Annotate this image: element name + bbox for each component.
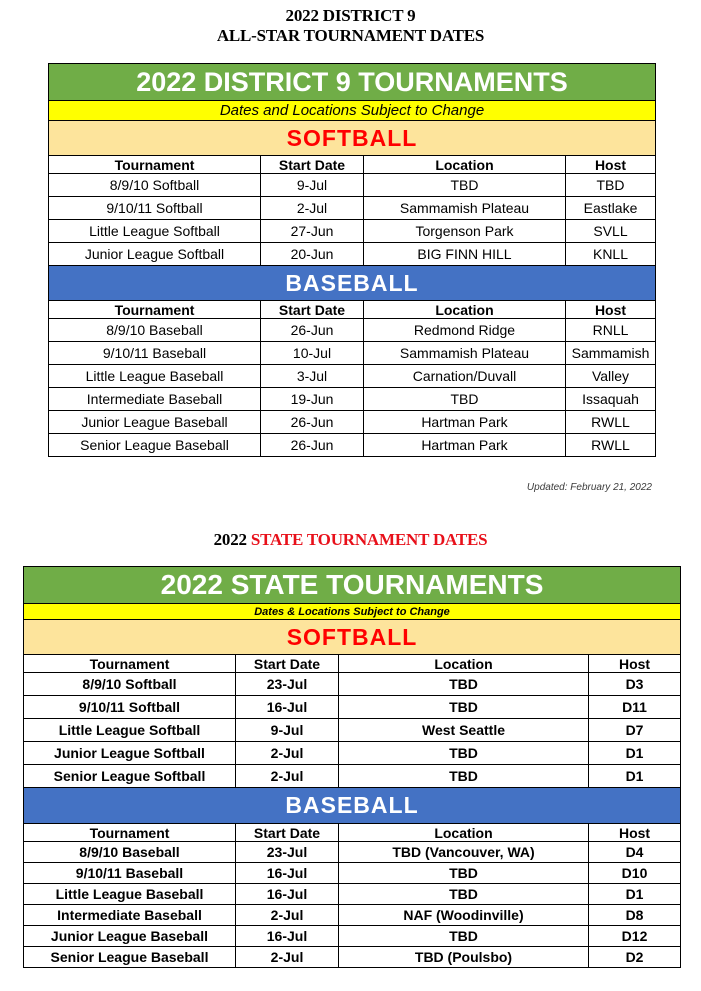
state-softball-header-row xyxy=(24,655,681,673)
district-title-line2: ALL-STAR TOURNAMENT DATES xyxy=(216,26,485,45)
start-date-cell: 26-Jun xyxy=(261,319,364,342)
start-date-cell: 26-Jun xyxy=(261,434,364,457)
table-row xyxy=(24,765,681,788)
location-cell: TBD xyxy=(339,884,589,905)
location-cell: Sammamish Plateau xyxy=(364,342,566,365)
location-cell: TBD xyxy=(339,863,589,884)
tournament-cell: Little League Softball xyxy=(24,719,236,742)
table-row xyxy=(24,673,681,696)
table-row xyxy=(49,434,656,457)
host-cell: D2 xyxy=(589,947,681,968)
host-cell: TBD xyxy=(566,174,656,197)
table-row xyxy=(24,719,681,742)
tournament-cell: Senior League Baseball xyxy=(49,434,261,457)
column-header: Host xyxy=(566,156,656,174)
tournament-cell: Intermediate Baseball xyxy=(49,388,261,411)
tournament-cell: Junior League Softball xyxy=(24,742,236,765)
tournament-cell: Little League Softball xyxy=(49,220,261,243)
start-date-cell: 16-Jul xyxy=(236,884,339,905)
location-cell: Sammamish Plateau xyxy=(364,197,566,220)
column-header: Host xyxy=(566,301,656,319)
location-cell: Hartman Park xyxy=(364,411,566,434)
state-title-red: STATE TOURNAMENT DATES xyxy=(250,530,488,549)
column-header: Location xyxy=(364,156,566,174)
host-cell: D8 xyxy=(589,905,681,926)
host-cell: D11 xyxy=(589,696,681,719)
table-row xyxy=(49,365,656,388)
location-cell: West Seattle xyxy=(339,719,589,742)
column-header: Tournament xyxy=(24,655,236,673)
tournament-cell: 9/10/11 Softball xyxy=(49,197,261,220)
start-date-cell: 16-Jul xyxy=(236,696,339,719)
table-row xyxy=(49,319,656,342)
tournament-cell: Junior League Baseball xyxy=(24,926,236,947)
location-cell: TBD (Poulsbo) xyxy=(339,947,589,968)
district-subtitle: Dates and Locations Subject to Change xyxy=(49,101,656,121)
location-cell: BIG FINN HILL xyxy=(364,243,566,266)
column-header: Location xyxy=(339,655,589,673)
table-row xyxy=(24,884,681,905)
host-cell: D1 xyxy=(589,765,681,788)
start-date-cell: 27-Jun xyxy=(261,220,364,243)
tournament-cell: 8/9/10 Baseball xyxy=(24,842,236,863)
location-cell: TBD xyxy=(339,696,589,719)
state-title xyxy=(0,530,701,550)
tournament-cell: Junior League Baseball xyxy=(49,411,261,434)
location-cell: Torgenson Park xyxy=(364,220,566,243)
host-cell: RWLL xyxy=(566,411,656,434)
start-date-cell: 2-Jul xyxy=(261,197,364,220)
district-baseball-label: BASEBALL xyxy=(49,266,656,301)
column-header: Tournament xyxy=(24,824,236,842)
tournament-cell: 8/9/10 Softball xyxy=(49,174,261,197)
table-row xyxy=(24,842,681,863)
column-header: Host xyxy=(589,824,681,842)
district-title-line1: 2022 DISTRICT 9 xyxy=(285,6,416,25)
district-banner: 2022 DISTRICT 9 TOURNAMENTS xyxy=(49,64,656,101)
location-cell: TBD (Vancouver, WA) xyxy=(339,842,589,863)
host-cell: Eastlake xyxy=(566,197,656,220)
district-baseball-header-row xyxy=(49,301,656,319)
tournament-cell: Senior League Baseball xyxy=(24,947,236,968)
state-subtitle: Dates & Locations Subject to Change xyxy=(24,604,681,620)
district-table xyxy=(48,63,656,457)
host-cell: D1 xyxy=(589,884,681,905)
table-row xyxy=(24,905,681,926)
tournament-cell: Intermediate Baseball xyxy=(24,905,236,926)
tournament-cell: 9/10/11 Baseball xyxy=(24,863,236,884)
start-date-cell: 10-Jul xyxy=(261,342,364,365)
table-row xyxy=(24,947,681,968)
column-header: Start Date xyxy=(236,824,339,842)
tournament-cell: Little League Baseball xyxy=(49,365,261,388)
host-cell: D10 xyxy=(589,863,681,884)
location-cell: Hartman Park xyxy=(364,434,566,457)
host-cell: D3 xyxy=(589,673,681,696)
table-row xyxy=(49,388,656,411)
table-row xyxy=(24,742,681,765)
start-date-cell: 2-Jul xyxy=(236,947,339,968)
state-title-prefix: 2022 xyxy=(213,530,247,549)
location-cell: NAF (Woodinville) xyxy=(339,905,589,926)
location-cell: Redmond Ridge xyxy=(364,319,566,342)
table-row xyxy=(49,197,656,220)
tournament-cell: Little League Baseball xyxy=(24,884,236,905)
table-row xyxy=(24,926,681,947)
district-title xyxy=(0,6,701,46)
tournament-cell: 8/9/10 Softball xyxy=(24,673,236,696)
updated-note: Updated: February 21, 2022 xyxy=(526,482,652,493)
table-row xyxy=(49,174,656,197)
district-softball-label: SOFTBALL xyxy=(49,121,656,156)
tournament-cell: Junior League Softball xyxy=(49,243,261,266)
table-row xyxy=(49,243,656,266)
table-row xyxy=(24,696,681,719)
tournament-cell: 9/10/11 Softball xyxy=(24,696,236,719)
start-date-cell: 16-Jul xyxy=(236,926,339,947)
start-date-cell: 19-Jun xyxy=(261,388,364,411)
column-header: Host xyxy=(589,655,681,673)
state-table xyxy=(23,566,681,968)
start-date-cell: 2-Jul xyxy=(236,742,339,765)
state-banner: 2022 STATE TOURNAMENTS xyxy=(24,567,681,604)
start-date-cell: 9-Jul xyxy=(236,719,339,742)
column-header: Start Date xyxy=(236,655,339,673)
location-cell: TBD xyxy=(364,174,566,197)
column-header: Location xyxy=(364,301,566,319)
start-date-cell: 23-Jul xyxy=(236,673,339,696)
column-header: Location xyxy=(339,824,589,842)
start-date-cell: 2-Jul xyxy=(236,905,339,926)
start-date-cell: 2-Jul xyxy=(236,765,339,788)
host-cell: Valley xyxy=(566,365,656,388)
host-cell: Issaquah xyxy=(566,388,656,411)
location-cell: TBD xyxy=(339,926,589,947)
host-cell: RWLL xyxy=(566,434,656,457)
tournament-cell: 8/9/10 Baseball xyxy=(49,319,261,342)
start-date-cell: 20-Jun xyxy=(261,243,364,266)
host-cell: D1 xyxy=(589,742,681,765)
column-header: Start Date xyxy=(261,301,364,319)
start-date-cell: 16-Jul xyxy=(236,863,339,884)
column-header: Tournament xyxy=(49,156,261,174)
start-date-cell: 26-Jun xyxy=(261,411,364,434)
host-cell: D12 xyxy=(589,926,681,947)
host-cell: D4 xyxy=(589,842,681,863)
start-date-cell: 9-Jul xyxy=(261,174,364,197)
host-cell: SVLL xyxy=(566,220,656,243)
location-cell: TBD xyxy=(339,673,589,696)
state-baseball-header-row xyxy=(24,824,681,842)
state-baseball-label: BASEBALL xyxy=(24,788,681,824)
host-cell: RNLL xyxy=(566,319,656,342)
state-softball-label: SOFTBALL xyxy=(24,620,681,655)
table-row xyxy=(49,411,656,434)
host-cell: Sammamish xyxy=(566,342,656,365)
location-cell: Carnation/Duvall xyxy=(364,365,566,388)
start-date-cell: 3-Jul xyxy=(261,365,364,388)
location-cell: TBD xyxy=(339,765,589,788)
tournament-cell: 9/10/11 Baseball xyxy=(49,342,261,365)
host-cell: KNLL xyxy=(566,243,656,266)
start-date-cell: 23-Jul xyxy=(236,842,339,863)
table-row xyxy=(24,863,681,884)
host-cell: D7 xyxy=(589,719,681,742)
location-cell: TBD xyxy=(339,742,589,765)
table-row xyxy=(49,342,656,365)
table-row xyxy=(49,220,656,243)
district-softball-header-row xyxy=(49,156,656,174)
tournament-cell: Senior League Softball xyxy=(24,765,236,788)
column-header: Tournament xyxy=(49,301,261,319)
column-header: Start Date xyxy=(261,156,364,174)
location-cell: TBD xyxy=(364,388,566,411)
